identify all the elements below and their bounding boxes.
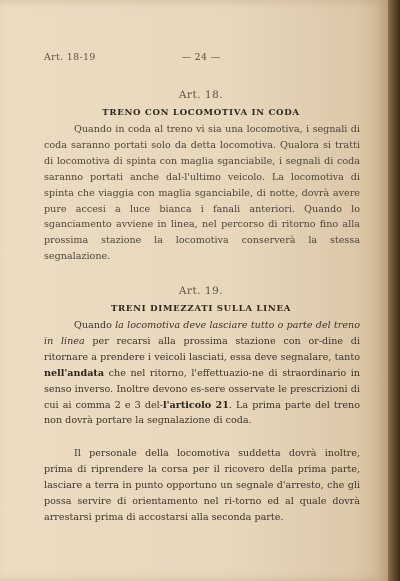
p1-rest-a: per recarsi alla prossima stazione con or-dine di ritornare a prendere i veicoli lasciati, essa deve segnalare, tanto: [44, 335, 361, 363]
article-19-paragraph-2: Il personale della locomotiva suddetta dovrà inoltre, prima di riprendere la corsa per il ricovero della prima parte, lasciare a terra in punto opportuno un segnale d'arresto, che gli possa servire di orientamento nel ri-torno ed al quale dovrà arrestarsi prima di accostarsi alla seconda parte.: [44, 448, 360, 523]
p1-bold-b: l'articolo 21: [162, 399, 229, 411]
article-18-title: TRENO CON LOCOMOTIVA IN CODA: [102, 108, 300, 118]
p1-italic: la locomotiva deve lasciare tutto o parte del treno in linea: [44, 320, 360, 347]
article-18-paragraph: Quando in coda al treno vi sia una locomotiva, i segnali di coda saranno portati solo da detta locomotiva. Qualora si tratti di locomotiva di spinta con maglia sganciabile, i segnali di coda saranno portati anche dal-l'ultimo veicolo. La locomotiva di spinta che viaggia con maglia sganciabile, di notte, dovrà avere pure accesi a luce bianca i fanali anteriori. Quando lo sganciamento avviene in linea, nel percorso di ritorno fino alla prossima stazione la locomotiva conserverà la stessa segnalazione.: [44, 124, 360, 263]
running-header: [44, 52, 358, 66]
p1-lead: Quando: [74, 320, 116, 331]
book-spine: [388, 0, 400, 581]
p1-rest-c: . La prima parte del treno non dovrà portare la segnalazione di coda.: [44, 399, 360, 427]
article-19-paragraph-1: [44, 318, 360, 429]
article-19-heading: Art. 19.: [178, 285, 224, 297]
p1-rest-b: che nel ritorno, l'effettuazio-ne di straordinario in senso inverso. Inoltre devono es-sere osservate le prescrizioni di cui ai comma 2 e 3 del-: [44, 367, 360, 411]
article-18-heading: Art. 18.: [178, 89, 224, 101]
article-range: Art. 18-19: [44, 52, 96, 63]
page-number: — 24 —: [181, 52, 221, 63]
p1-bold-a: nell'andata: [44, 367, 105, 379]
article-19-title: TRENI DIMEZZATI SULLA LINEA: [110, 304, 292, 314]
